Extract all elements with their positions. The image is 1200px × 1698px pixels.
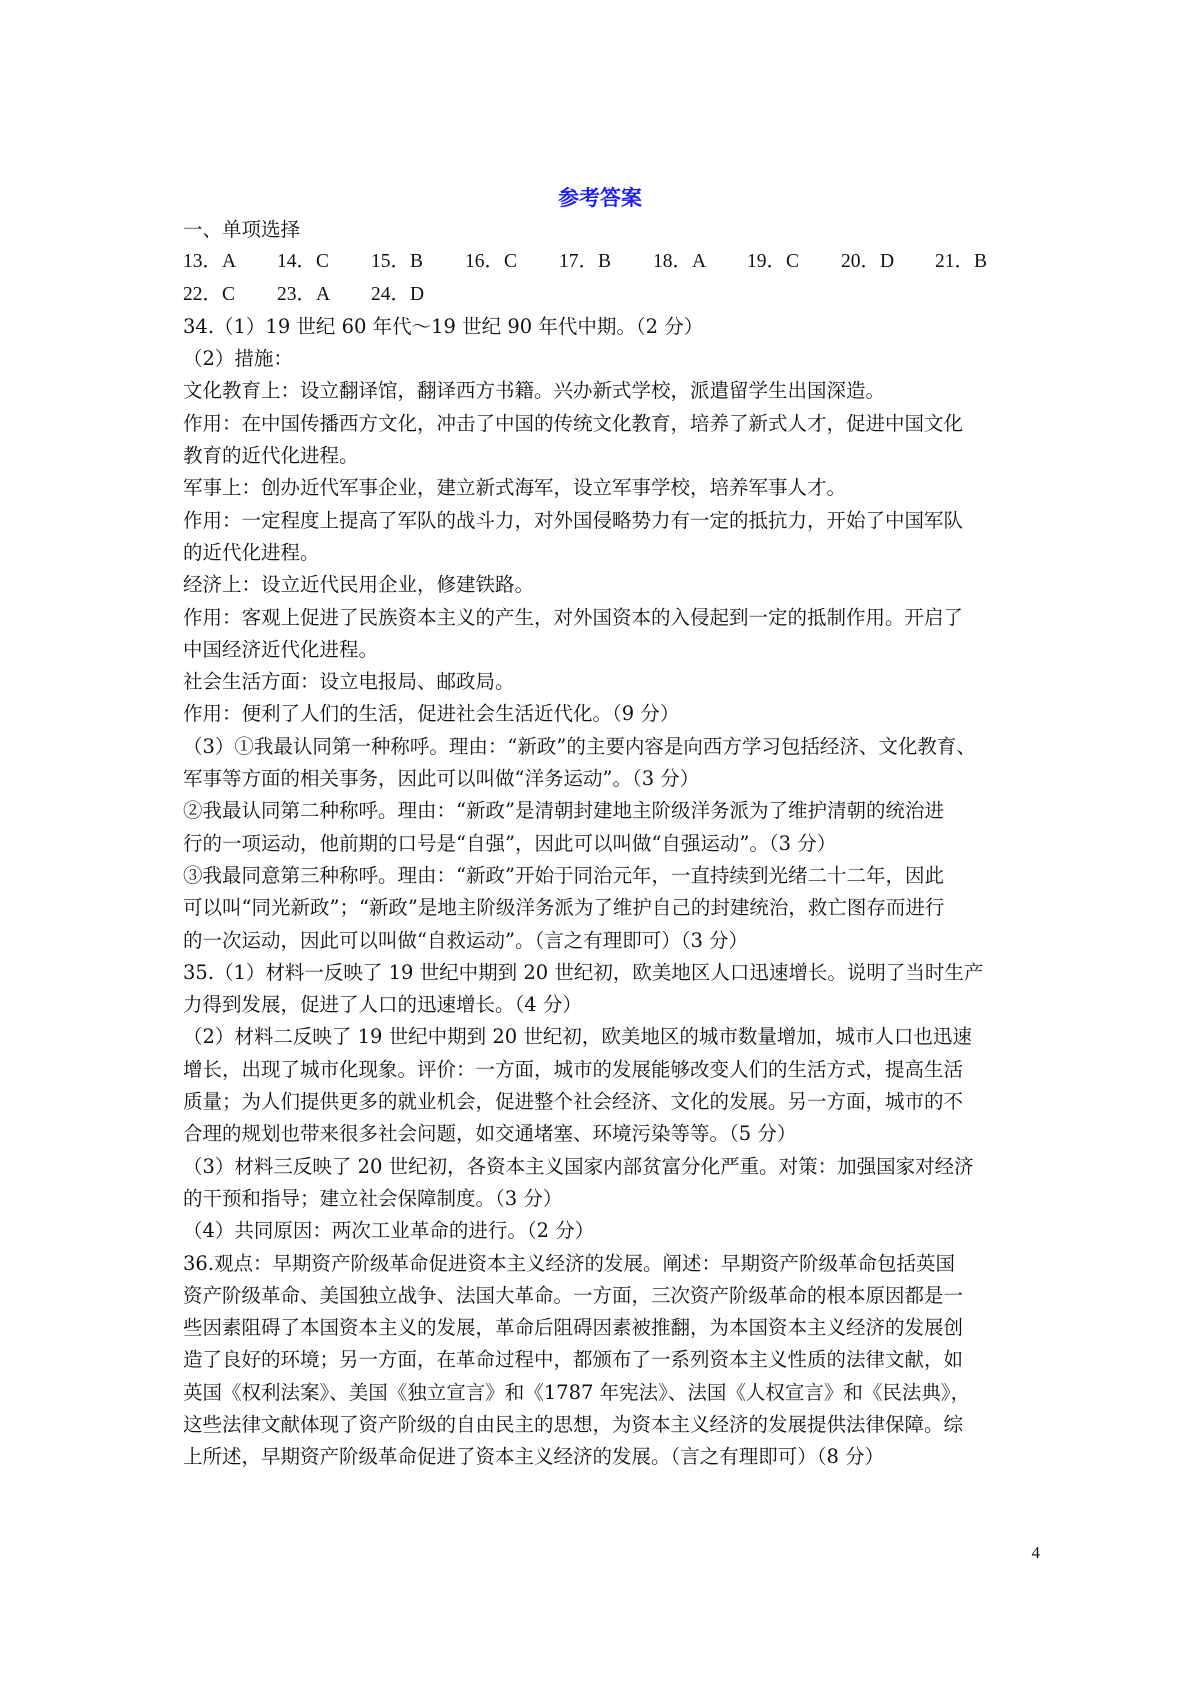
text-line: 的干预和指导；建立社会保障制度。（3 分） (183, 1186, 563, 1210)
text-line: 可以叫“同光新政”；“新政”是地主阶级洋务派为了维护自己的封建统治，救亡图存而进行 (183, 896, 945, 920)
text-line: 力得到发展，促进了人口的迅速增长。（4 分） (183, 993, 582, 1017)
text-line: 中国经济近代化进程。 (183, 637, 379, 661)
text-line: 文化教育上：设立翻译馆，翻译西方书籍。兴办新式学校，派遣留学生出国深造。 (183, 379, 886, 403)
section-heading: 一、单项选择 (183, 218, 301, 241)
text-line: 军事上：创办近代军事企业，建立新式海军，设立军事学校，培养军事人才。 (183, 476, 847, 500)
answer-content (183, 214, 1048, 1474)
text-line: 教育的近代化进程。 (183, 444, 359, 468)
choice-answer: 23．A (277, 283, 331, 305)
text-line: （2）措施： (183, 347, 293, 371)
text-line: 这些法律文献体现了资产阶级的自由民主的思想，为资本主义经济的发展提供法律保障。综 (183, 1412, 964, 1436)
choice-answer: 17．B (559, 251, 612, 273)
text-line: （3）材料三反映了 20 世纪初，各资本主义国家内部贫富分化严重。对策：加强国家对经济 (183, 1154, 974, 1178)
choice-answer: 18．A (653, 251, 707, 273)
text-line: 社会生活方面：设立电报局、邮政局。 (183, 670, 515, 694)
choice-answer: 22．C (183, 283, 236, 305)
text-line: 的近代化进程。 (183, 540, 320, 564)
choice-answer: 24．D (371, 283, 425, 305)
choice-answer: 16．C (465, 251, 518, 273)
text-line: 上所述，早期资产阶级革命促进了资本主义经济的发展。（言之有理即可）（8 分） (183, 1445, 885, 1469)
text-line: （4）共同原因：两次工业革命的进行。（2 分） (183, 1219, 595, 1243)
text-line: （3）①我最认同第一种称呼。理由：“新政”的主要内容是向西方学习包括经济、文化教育、 (183, 734, 976, 758)
text-line: 军事等方面的相关事务，因此可以叫做“洋务运动”。（3 分） (183, 767, 700, 791)
text-line: 作用：便利了人们的生活，促进社会生活近代化。（9 分） (183, 702, 680, 726)
text-line: 行的一项运动，他前期的口号是“自强”，因此可以叫做“自强运动”。（3 分） (183, 831, 837, 855)
choice-answer: 14．C (277, 251, 330, 273)
text-line: 增长，出现了城市化现象。评价：一方面，城市的发展能够改变人们的生活方式，提高生活 (183, 1057, 964, 1081)
choice-answer: 20．D (841, 251, 895, 273)
text-line: 资产阶级革命、美国独立战争、法国大革命。一方面，三次资产阶级革命的根本原因都是一 (183, 1283, 964, 1307)
text-line: 作用：一定程度上提高了军队的战斗力，对外国侵略势力有一定的抵抗力，开始了中国军队 (183, 508, 964, 532)
text-line: 作用：客观上促进了民族资本主义的产生，对外国资本的入侵起到一定的抵制作用。开启了 (183, 605, 964, 629)
choice-answer-list (183, 246, 1048, 311)
choice-answer: 13．A (183, 251, 237, 273)
page-number: 4 (1031, 1543, 1040, 1562)
document-title: 参考答案 (558, 185, 642, 210)
text-line: ③我最同意第三种称呼。理由：“新政”开始于同治元年，一直持续到光绪二十二年，因此 (183, 863, 944, 887)
choice-answer: 19．C (747, 251, 800, 273)
text-line: 36.观点：早期资产阶级革命促进资本主义经济的发展。阐述：早期资产阶级革命包括英国 (183, 1251, 956, 1275)
choice-answer: 15．B (371, 251, 424, 273)
text-line: 作用：在中国传播西方文化，冲击了中国的传统文化教育，培养了新式人才，促进中国文化 (183, 411, 964, 435)
text-line: ②我最认同第二种称呼。理由：“新政”是清朝封建地主阶级洋务派为了维护清朝的统治进 (183, 799, 944, 823)
text-line: 英国《权利法案》、美国《独立宣言》和《1787 年宪法》、法国《人权宣言》和《民法典》， (183, 1380, 971, 1404)
text-line: 合理的规划也带来很多社会问题，如交通堵塞、环境污染等等。（5 分） (183, 1122, 797, 1146)
text-line: 质量；为人们提供更多的就业机会，促进整个社会经济、文化的发展。另一方面，城市的不 (183, 1090, 964, 1114)
text-line: 些因素阻碍了本国资本主义的发展，革命后阻碍因素被推翻，为本国资本主义经济的发展创 (183, 1316, 964, 1340)
text-line: 造了良好的环境；另一方面，在革命过程中，都颁布了一系列资本主义性质的法律文献，如 (183, 1348, 964, 1372)
text-line: 34.（1）19 世纪 60 年代～19 世纪 90 年代中期。（2 分） (183, 314, 704, 338)
text-line: 35.（1）材料一反映了 19 世纪中期到 20 世纪初，欧美地区人口迅速增长。说明了当时生产 (183, 960, 984, 984)
text-line: （2）材料二反映了 19 世纪中期到 20 世纪初，欧美地区的城市数量增加，城市人口也迅速 (183, 1025, 972, 1049)
choice-answer: 21．B (935, 251, 988, 273)
text-line: 的一次运动，因此可以叫做“自救运动”。（言之有理即可）（3 分） (183, 928, 749, 952)
text-line: 经济上：设立近代民用企业，修建铁路。 (183, 573, 535, 597)
